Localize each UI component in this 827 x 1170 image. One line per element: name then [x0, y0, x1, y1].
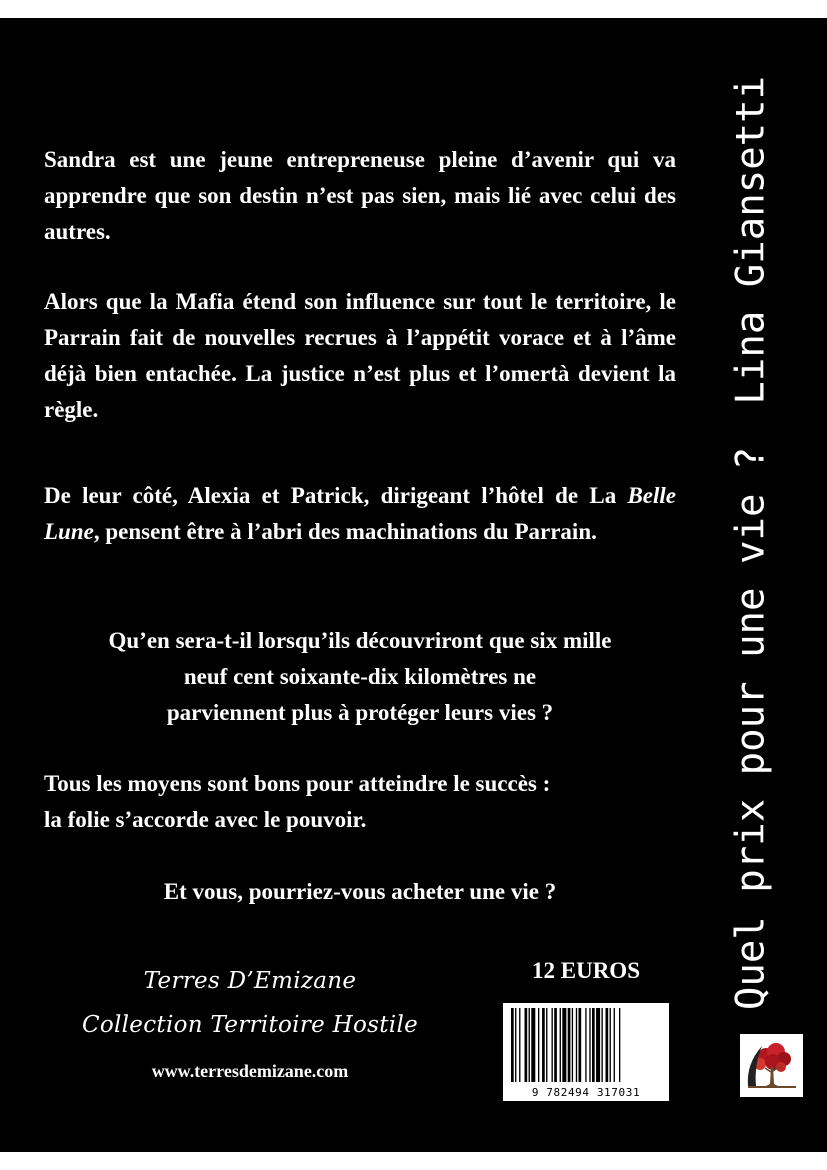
barcode-bar: [525, 1008, 528, 1082]
blurb-paragraph-4: [44, 623, 676, 731]
barcode-bar: [529, 1008, 530, 1082]
barcode-bar: [601, 1008, 602, 1082]
spine: [698, 75, 803, 1011]
blurb-paragraph-3-start: De leur côté, Alexia et Patrick, dirigeant l’hôtel de La: [44, 483, 628, 508]
barcode-bar: [511, 1008, 514, 1082]
author-name: Lina Giansetti: [728, 75, 773, 405]
barcode-bar: [610, 1008, 611, 1082]
barcode-bar: [619, 1008, 620, 1082]
barcode-bar: [568, 1008, 571, 1082]
barcode-bar: [560, 1008, 561, 1082]
barcode-bar: [554, 1008, 557, 1082]
blurb-paragraph-5-line-1: Tous les moyens sont bons pour atteindre le succès :: [44, 771, 551, 796]
spine-text: [728, 76, 773, 1010]
barcode-bar: [614, 1008, 615, 1082]
price-label: 12 EUROS: [532, 958, 640, 983]
barcode-bar: [606, 1008, 609, 1082]
barcode-bar: [546, 1008, 547, 1082]
back-cover: [0, 18, 827, 1152]
barcode-bar: [562, 1008, 566, 1082]
book-title: Quel prix pour une vie ?: [728, 446, 773, 1011]
blurb-paragraph-5-line-2: la folie s’accorde avec le pouvoir.: [44, 807, 367, 832]
barcode-bar: [579, 1008, 582, 1082]
barcode-bar: [572, 1008, 573, 1082]
barcode-bars: [509, 1008, 663, 1082]
barcode-bar: [576, 1008, 577, 1082]
collection-name: Collection Territoire Hostile: [81, 1012, 419, 1038]
hotel-name: Belle Lune: [44, 483, 676, 544]
blurb-paragraph-4-line-2: neuf cent soixante-dix kilomètres ne: [183, 664, 537, 689]
blurb-paragraph-1: Sandra est une jeune entrepreneuse pleine d’avenir qui va apprendre que son destin n’est pas sien, mais lié avec celui des autres.: [44, 147, 676, 244]
blurb-paragraph-3-end: , pensent être à l’abri des machinations du Parrain.: [93, 519, 597, 544]
barcode-bar: [542, 1008, 545, 1082]
barcode-number: 9 782494 317031: [531, 1086, 641, 1099]
blurb-paragraph-4-line-1: Qu’en sera-t-il lorsqu’ils découvriront que six mille: [108, 628, 612, 653]
barcode: [503, 1003, 669, 1101]
barcode-bar: [589, 1008, 590, 1082]
barcode-bar: [592, 1008, 595, 1082]
blurb-paragraph-4-line-3: parviennent plus à protéger leurs vies ?: [166, 700, 554, 725]
blurb-tagline: Et vous, pourriez-vous acheter une vie ?: [163, 879, 557, 904]
barcode-bar: [596, 1008, 600, 1082]
blurb-paragraph-3: [44, 478, 676, 550]
barcode-bar: [585, 1008, 586, 1082]
blurb-paragraph-2: Alors que la Mafia étend son influence sur tout le territoire, le Parrain fait de nouvelles recrues à l’appétit vorace et à l’âme déjà bien entachée. La justice n’est plus et l’omertà devient la règle.: [44, 289, 676, 422]
barcode-bar: [519, 1008, 520, 1082]
tree-logo-icon: [740, 1034, 803, 1097]
publisher-name: Terres D’Emizane: [143, 968, 357, 994]
blurb-paragraph-5: [44, 766, 676, 838]
barcode-bar: [515, 1008, 516, 1082]
publisher-website: www.terresdemizane.com: [151, 1061, 349, 1081]
barcode-bar: [552, 1008, 553, 1082]
barcode-bar: [538, 1008, 539, 1082]
barcode-bar: [531, 1008, 535, 1082]
